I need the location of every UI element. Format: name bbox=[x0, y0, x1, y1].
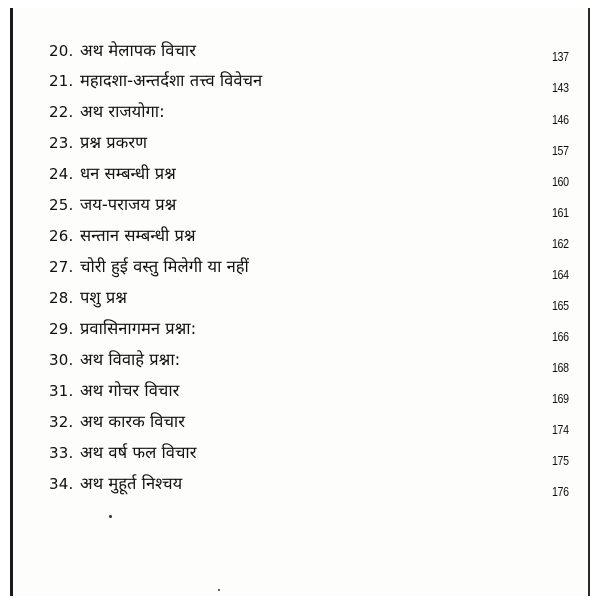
entry-page-number: 161 bbox=[552, 206, 569, 220]
entry-number: 25. bbox=[49, 196, 74, 214]
toc-entry bbox=[49, 440, 569, 468]
toc-entry bbox=[49, 192, 569, 220]
entry-title: जय-पराजय प्रश्न bbox=[80, 195, 177, 214]
toc-entry bbox=[49, 409, 569, 437]
table-of-contents bbox=[13, 8, 588, 596]
toc-entry bbox=[49, 99, 569, 127]
entry-title: सन्तान सम्बन्धी प्रश्न bbox=[80, 226, 196, 245]
entry-number: 22. bbox=[49, 103, 74, 121]
entry-page-number: 174 bbox=[552, 423, 569, 437]
entry-page-number: 157 bbox=[552, 144, 569, 158]
toc-entry bbox=[49, 285, 569, 313]
ink-speck bbox=[218, 589, 220, 591]
entry-page-number: 143 bbox=[552, 81, 569, 95]
entry-title: अथ गोचर विचार bbox=[80, 381, 180, 400]
entry-title: अथ मेलापक विचार bbox=[80, 41, 196, 60]
entry-title: अथ राजयोगा: bbox=[80, 102, 165, 121]
entry-number: 27. bbox=[49, 258, 74, 276]
entry-number: 23. bbox=[49, 134, 74, 152]
toc-entry bbox=[49, 38, 569, 66]
toc-entry bbox=[49, 347, 569, 375]
entry-number: 24. bbox=[49, 165, 74, 183]
entry-page-number: 160 bbox=[552, 175, 569, 189]
entry-title: अथ कारक विचार bbox=[80, 412, 185, 431]
entry-number: 28. bbox=[49, 289, 74, 307]
entry-title: अथ वर्ष फल विचार bbox=[80, 443, 197, 462]
entry-number: 21. bbox=[49, 72, 74, 90]
entry-number: 32. bbox=[49, 413, 74, 431]
entry-page-number: 168 bbox=[552, 361, 569, 375]
entry-number: 20. bbox=[49, 42, 74, 60]
entry-title: अथ विवाहे प्रश्ना: bbox=[80, 350, 181, 369]
toc-entry bbox=[49, 161, 569, 189]
entry-page-number: 137 bbox=[552, 50, 569, 64]
entry-title: प्रवासिनागमन प्रश्ना: bbox=[80, 319, 197, 338]
book-page bbox=[10, 8, 590, 596]
entry-number: 31. bbox=[49, 382, 74, 400]
toc-entry bbox=[49, 378, 569, 406]
entry-title: धन सम्बन्धी प्रश्न bbox=[80, 164, 176, 183]
entry-page-number: 165 bbox=[552, 299, 569, 313]
entry-number: 34. bbox=[49, 475, 74, 493]
toc-entry bbox=[49, 254, 569, 282]
entry-number: 26. bbox=[49, 227, 74, 245]
entry-title: अथ मुहूर्त निश्चय bbox=[80, 474, 183, 493]
entry-title: चोरी हुई वस्तु मिलेगी या नहीं bbox=[80, 257, 249, 276]
entry-page-number: 162 bbox=[552, 237, 569, 251]
entry-page-number: 176 bbox=[552, 485, 569, 499]
entry-title: पशु प्रश्न bbox=[80, 288, 127, 307]
toc-entry bbox=[49, 316, 569, 344]
entry-title: प्रश्न प्रकरण bbox=[80, 133, 148, 152]
entry-number: 29. bbox=[49, 320, 74, 338]
entry-page-number: 164 bbox=[552, 268, 569, 282]
entry-title: महादशा-अन्तर्दशा तत्त्व विवेचन bbox=[80, 71, 263, 90]
entry-number: 30. bbox=[49, 351, 74, 369]
toc-entry bbox=[49, 223, 569, 251]
entry-page-number: 169 bbox=[552, 392, 569, 406]
entry-number: 33. bbox=[49, 444, 74, 462]
entry-page-number: 166 bbox=[552, 330, 569, 344]
entry-page-number: 146 bbox=[552, 113, 569, 127]
entry-page-number: 175 bbox=[552, 454, 569, 468]
toc-entry bbox=[49, 68, 569, 96]
ink-speck bbox=[109, 515, 112, 518]
toc-entry bbox=[49, 471, 569, 499]
toc-entry bbox=[49, 130, 569, 158]
